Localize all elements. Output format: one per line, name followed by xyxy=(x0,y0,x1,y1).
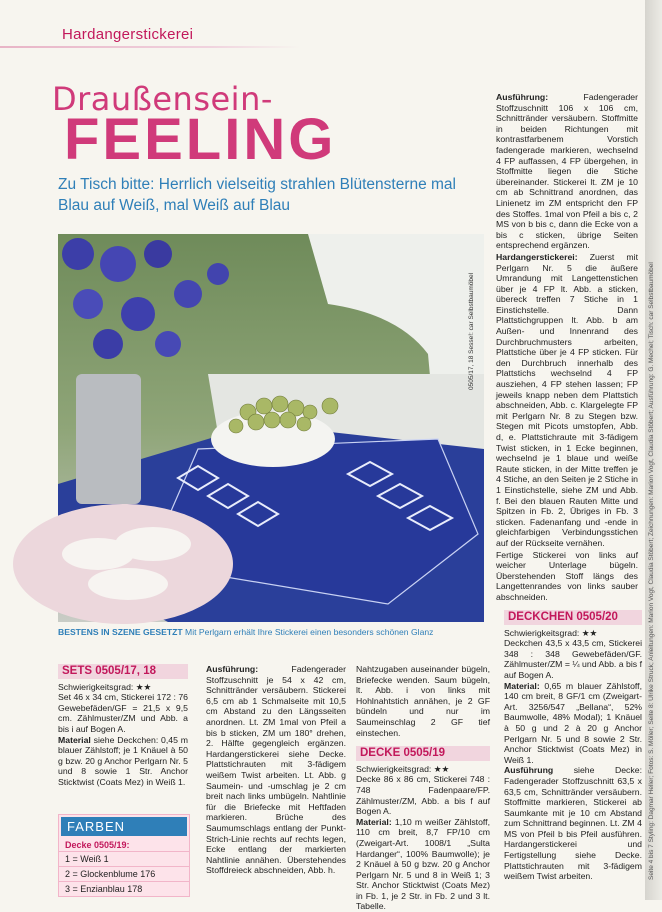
decke-material-text: 1,10 m weißer Zählstoff, 110 cm breit, 8,7 FP/10 cm (Zweigart-Art. 1008/1 „Sulta Hardanger“, 100% Baumwolle); je 2 Knäuel à 50 g bzw. 20 g Anchor Perlgarn Nr. 5 und 8 in Weiß 1; 3 Str. Anchor Sticktwist (Coats Mez) in Fb. 1, je 2 Str. in Fb. 2 und 3 lt. Tabelle. xyxy=(356,816,490,912)
sets-ausfuehrung-label: Ausführung: xyxy=(206,664,259,674)
sets-level: Schwierigkeitsgrad: ★★ xyxy=(58,681,152,692)
sets-instructions xyxy=(206,664,346,876)
color-row: 1 = Weiß 1 xyxy=(59,851,189,866)
decke-section xyxy=(356,664,490,912)
decke-material xyxy=(356,817,490,912)
deckchen-level: Schwierigkeitsgrad: ★★ xyxy=(504,627,598,638)
section-rule xyxy=(0,46,300,48)
deckchen-material-text: 0,65 m blauer Zählstoff, 140 cm breit, 8 GF/1 cm (Zweigart-Art. 3256/547 „Bellana“, 52% Baumwolle, 48% Modal); 1 Knäuel à 50 g und 2 à 20 g Anchor Perlgarn Nr. 5 und 8 sowie 2 Str. Anchor Sticktwist (Coats Mez) in Weiß 1. xyxy=(504,680,643,765)
photo-caption xyxy=(58,627,488,638)
decke-title: DECKE 0505/19 xyxy=(356,746,490,761)
subline: Zu Tisch bitte: Herrlich vielseitig strahlen Blütensterne mal Blau auf Weiß, mal Weiß auf Blau xyxy=(58,176,456,214)
section-tag: Hardangerstickerei xyxy=(62,26,194,43)
vase xyxy=(76,374,141,504)
color-table-subtitle: Decke 0505/19: xyxy=(65,840,130,850)
color-row: 2 = Glockenblume 176 xyxy=(59,866,189,881)
hardanger-paragraph xyxy=(496,252,638,549)
deckchen-section xyxy=(504,610,642,882)
sets-section xyxy=(58,664,188,788)
deckchen-ausfuehrung-label: Ausführung xyxy=(504,765,554,776)
ausfuehrung-paragraph xyxy=(496,92,638,251)
headline-top: Draußensein- xyxy=(52,80,273,118)
caption-bold: BESTENS IN SZENE GESETZT xyxy=(58,627,183,637)
decke-material-label: Material: xyxy=(356,816,392,827)
deckchen-ausfuehrung xyxy=(504,765,642,882)
ausfuehrung-label: Ausführung: xyxy=(496,92,549,102)
caption-text: Mit Perlgarn erhält Ihre Stickerei einen besonders schönen Glanz xyxy=(185,627,434,637)
product-photo xyxy=(58,234,484,622)
sets-material xyxy=(58,735,188,788)
deckchen-title: DECKCHEN 0505/20 xyxy=(504,610,642,625)
sets-material-text: siehe Deckchen: 0,45 m blauer Zählstoff; je 1 Knäuel à 50 g bzw. 20 g Anchor Perlgarn Nr. 5 und 8 sowie 1 Str. Anchor Sticktwist (Coats Mez) in Weiß 1. xyxy=(58,734,188,787)
sets-material-label: Material xyxy=(58,734,91,745)
photo-credit: 0505/17, 18 Sesse!: car Selbstbaumöbel xyxy=(468,272,475,390)
deckchen-ausfuehrung-text: siehe Decke: Fadengerader Stoffzuschnitt 63,5 x 63,5 cm, Schnittränder versäubern. Stoffmitte markieren, Stickerei ab Saumkante mit je 10 cm Abstand zum Schnittrand beginnen. Lt. ZM 4 MS von Pfeil b bis Pfeil ausführen. Hardangerstickerei und Fertigstellung siehe Decke. Plattstichrauten mit 3-fädigem weißem Twist arbeiten. xyxy=(504,765,642,882)
deckchen-material-label: Material: xyxy=(504,680,540,691)
finish-paragraph: Fertige Stickerei von links auf weicher Unterlage bügeln. Überstehenden Stoff längs des Langettenrandes von links sauber abschneiden. xyxy=(496,549,638,602)
spine-credits: Seite 4 bis 7 Styling: Dagmar Heller; Fotos: S. Möller; Seite 8: Ulrike Struck; Anleitungen: Marion Vogt, Claudia Stöbert; Zeichnungen: Marion Vogt, Claudia Stöbert; Ausführung: G. Mechel; Tisch: car Selbstbaumöbel xyxy=(648,262,655,880)
photo-illustration xyxy=(58,234,484,622)
headline-main: FEELING xyxy=(64,107,337,172)
hardanger-label: Hardangerstickerei: xyxy=(496,251,578,262)
deckchen-material xyxy=(504,681,642,766)
sets-size: Set 46 x 34 cm, Stickerei 172 : 76 Gewebefäden/GF = 21,5 x 9,5 cm. Zählmuster/ZM und Abb. a bis i auf Bogen A. xyxy=(58,692,188,734)
deckchen-size: Deckchen 43,5 x 43,5 cm, Stickerei 348 : 348 Gewebefäden/GF. Zählmuster/ZM = ¼ und Abb. a bis f auf Bogen A. xyxy=(504,638,642,680)
sets-ausfuehrung-text: Fadengerader Stoffzuschnitt je 54 x 42 cm, Schnittränder versäubern. Stickerei 6,5 cm ab 1 Schmalseite mit 10,5 cm Abstand zu den Längsseiten anordnen. Lt. ZM 1mal von Pfeil a bis b sticken, ZM um 180° drehen, 2. Hälfte gegengleich ergänzen. Hardangerstickerei siehe Decke. Plattstichrauten mit 3-fädigem weißem Twist arbeiten. Lt. Abb. g Saumein- und -umschlag je 2 cm breit nach links umbügeln. Nahtlinie für die Briefecke mit Heftfaden markieren. Brüche des Saumumschlags entlang der Punkt-Strich-Linie rechts auf rechts legen, Ecke entlang der markierten Nahtlinie annähen. Überstehendes Stoffdreieck abschneiden, Abb. h. xyxy=(206,664,346,876)
ausfuehrung-text: Fadengerader Stoffzuschnitt 106 x 106 cm, Schnittränder versäubern. Stoffmitte in beiden Richtungen mit kontrastfarbenem Vorstich fadengerade markieren, wechselnd 4 FP auffassen, 4 FP übergehen, in Stoffmitte liegen die Stiche übereinander. Stickerei lt. ZM je 10 cm ab Schnittrand anordnen, das Linienetz im ZM entspricht den FP des Stoffes. 1mal von Pfeil a bis c, 2 MS von b bis c, dann die Ecke von a bis c sticken, übrige Seiten entsprechend ergänzen. xyxy=(496,92,638,251)
color-table-title: FARBEN xyxy=(61,817,187,836)
color-table xyxy=(58,814,190,897)
decke-size: Decke 86 x 86 cm, Stickerei 748 : 748 Fadenpaare/FP. Zählmuster/ZM, Abb. a bis f auf Bogen A. xyxy=(356,774,490,817)
color-row: 3 = Enzianblau 178 xyxy=(59,881,189,896)
sets-finish-text: Nahtzugaben auseinander bügeln, Briefecke wenden. Saum bügeln, lt. Abb. i von links mit Hohlnahtstich annähen, je 2 GF bündeln und nur im Saumeinschlag 2 GF tief einstechen. xyxy=(356,664,490,738)
instructions-column-right xyxy=(496,92,638,604)
sets-title: SETS 0505/17, 18 xyxy=(58,664,188,679)
decke-level: Schwierigkeitsgrad: ★★ xyxy=(356,763,450,774)
sets-instructions-paragraph xyxy=(206,664,346,876)
hardanger-text: Zuerst mit Perlgarn Nr. 5 die äußere Umrandung mit Langettenstichen über je 4 FP lt. Abb. a sticken, übereck treffen 7 Stiche in 1 Einstichstelle. Dann Plattstichgruppen lt. Abb. b am Außen- und Innenrand des Durchbruchmusters arbeiten, Plattstiche über je 4 FP sticken. Für den Durchbruch innerhalb des Plattstichs wechselnd 4 FP ausziehen, 4 FP stehen lassen; FP jeweils knapp neben dem Plattstich abschneiden, Abb. c. Klargelegte FP mit Perlgarn Nr. 8 zu Stegen bzw. Stegen mit Picots umstopfen, Abb. d, e. Plattstichraute mit 3-fädigem Twist sticken, in 1 Ecke beginnen, wechselnd je 1 blaue und weiße Raute sticken, in der Mitte treffen je 4 Stiche, an den Seiten je 2 Stiche in 1 Einstichstelle, siehe ZM und Abb. f. Bei den blauen Rauten Mitte und Spitzen in Fb. 2, Übriges in Fb. 3 sticken. Fadenanfang und -ende in gleichfarbigen Verbindungsstichen auf der Rückseite vernähen. xyxy=(496,251,638,548)
